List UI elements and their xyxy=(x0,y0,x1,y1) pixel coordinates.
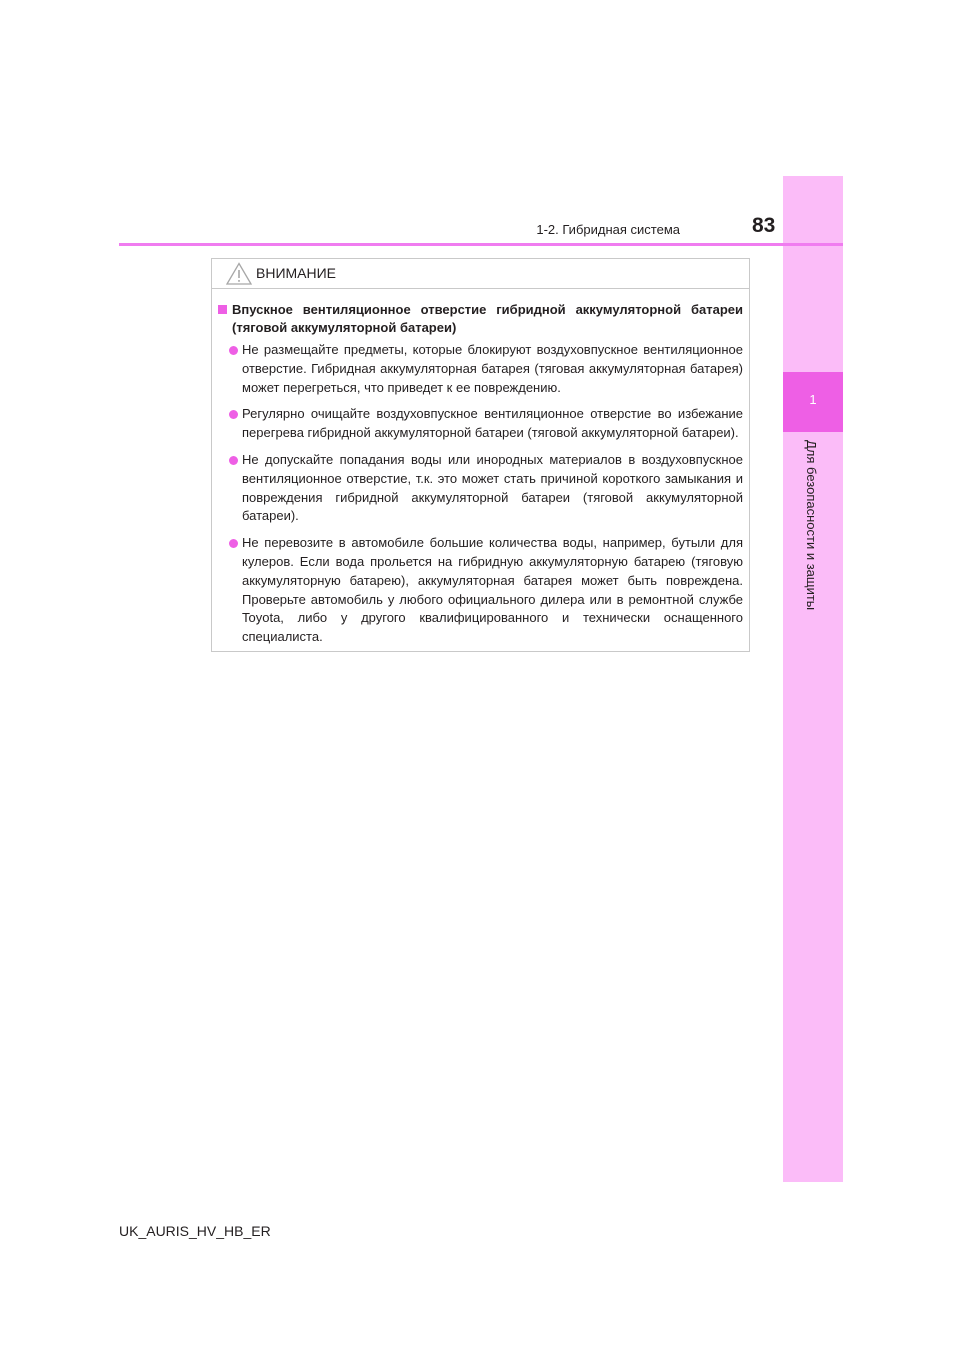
header-divider xyxy=(119,243,843,246)
side-tab-number: 1 xyxy=(809,392,817,407)
circle-bullet-icon xyxy=(229,346,238,355)
side-tab-label: Для безопасности и защиты xyxy=(804,440,819,611)
caution-content xyxy=(218,301,743,655)
list-item xyxy=(218,405,743,443)
caution-title: ВНИМАНИЕ xyxy=(256,265,337,281)
side-tab-strip xyxy=(783,176,843,1182)
list-item-text: Не перевозите в автомобиле большие количества воды, например, бутыли для кулеров. Если вода прольется на гибридную аккумуляторную батарею (тяговую аккумуляторную батарею), аккумуляторная батарея может быть повреждена. Проверьте автомобиль у любого официального дилера или в ремонтной службе Toyota, либо у другого квалифицированного и технически оснащенного специалиста. xyxy=(242,535,743,645)
page-number: 83 xyxy=(752,214,776,237)
caution-section-title: Впускное вентиляционное отверстие гибридной аккумуляторной батареи (тяговой аккумуляторной батареи) xyxy=(232,302,743,335)
list-item-text: Не размещайте предметы, которые блокируют воздуховпускное вентиляционное отверстие. Гибридная аккумуляторная батарея (тяговая аккумуляторная батарея) может перегреться, что приведет к ее повреждению. xyxy=(242,342,743,395)
caution-box xyxy=(211,258,750,652)
footer-document-code: UK_AURIS_HV_HB_ER xyxy=(119,1223,271,1239)
list-item xyxy=(218,534,743,647)
list-item xyxy=(218,341,743,397)
caution-section-heading xyxy=(218,301,743,337)
list-item xyxy=(218,451,743,526)
list-item-text: Регулярно очищайте воздуховпускное вентиляционное отверстие во избежание перегрева гибридной аккумуляторной батареи (тяговой аккумуляторной батареи). xyxy=(242,406,743,441)
header-section-title: 1-2. Гибридная система xyxy=(536,222,680,237)
warning-triangle-icon xyxy=(226,262,252,285)
circle-bullet-icon xyxy=(229,410,238,419)
circle-bullet-icon xyxy=(229,456,238,465)
list-item-text: Не допускайте попадания воды или инородных материалов в воздуховпускное вентиляционное отверстие, т.к. это может стать причиной короткого замыкания и повреждения гибридной аккумуляторной батареи (тяговой аккумуляторной батареи). xyxy=(242,451,743,524)
circle-bullet-icon xyxy=(229,539,238,548)
square-bullet-icon xyxy=(218,305,227,314)
caution-header xyxy=(212,259,749,289)
